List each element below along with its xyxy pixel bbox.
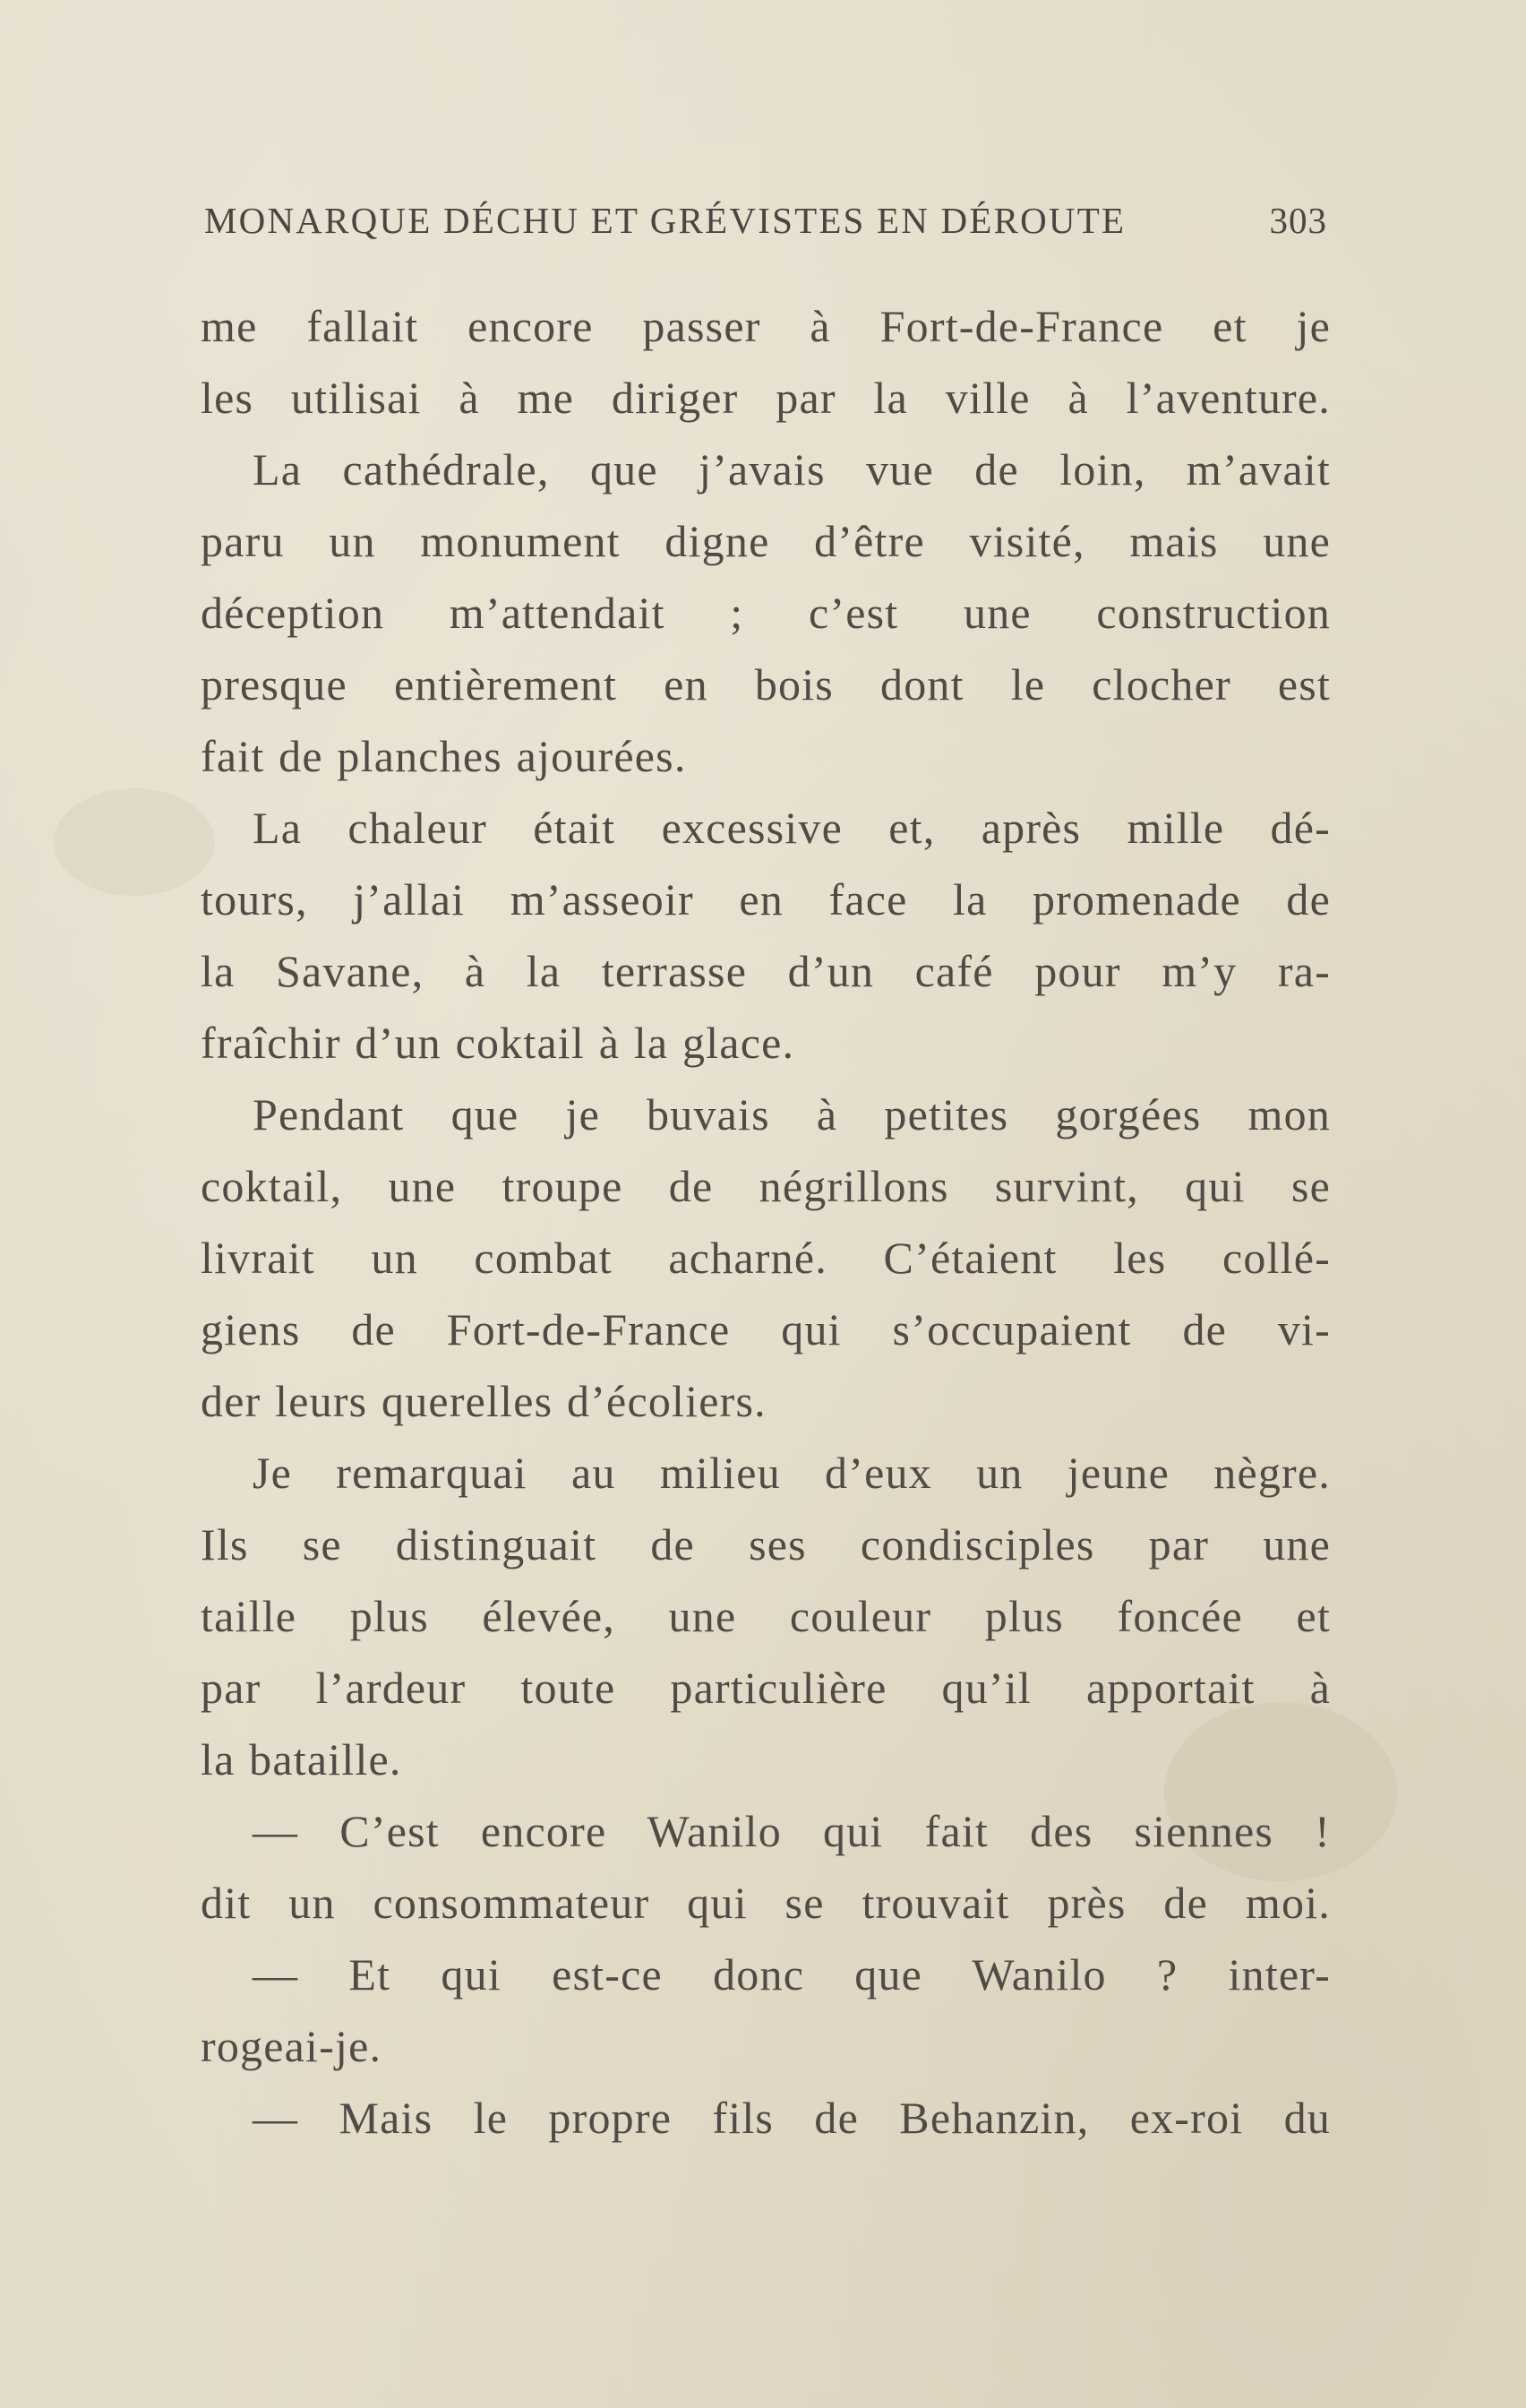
- text-line: les utilisai à me diriger par la ville à l’aventure.: [201, 373, 1331, 423]
- text-line: dit un consommateur qui se trouvait près de moi.: [201, 1878, 1331, 1928]
- paragraph-first-line: Je remarquai au milieu d’eux un jeune nègre.: [253, 1448, 1331, 1498]
- text-line: livrait un combat acharné. C’étaient les collé-: [201, 1233, 1331, 1283]
- paragraph-last-line: rogeai-je.: [201, 2021, 382, 2071]
- running-header: [204, 199, 1327, 253]
- paper-stain: [54, 788, 215, 896]
- body-text: [201, 290, 1331, 2154]
- paragraph-first-line: La cathédrale, que j’avais vue de loin, m’avait: [253, 444, 1331, 494]
- text-line: paru un monument digne d’être visité, mais une: [201, 516, 1331, 566]
- text-line: presque entièrement en bois dont le clocher est: [201, 659, 1331, 710]
- paragraph-last-line: la bataille.: [201, 1734, 402, 1784]
- paragraph-last-line: fraîchir d’un coktail à la glace.: [201, 1018, 795, 1068]
- text-line: tours, j’allai m’asseoir en face la promenade de: [201, 874, 1331, 924]
- text-line: coktail, une troupe de négrillons survint, qui se: [201, 1161, 1331, 1211]
- text-line: giens de Fort-de-France qui s’occupaient de vi-: [201, 1304, 1331, 1354]
- paragraph-first-line: — Et qui est-ce donc que Wanilo ? inter-: [253, 1949, 1331, 2000]
- paragraph-last-line: der leurs querelles d’écoliers.: [201, 1376, 767, 1426]
- paragraph-first-line: La chaleur était excessive et, après mille dé-: [253, 803, 1331, 853]
- paragraph-first-line: — Mais le propre fils de Behanzin, ex-roi du: [253, 2093, 1331, 2143]
- running-title: MONARQUE DÉCHU ET GRÉVISTES EN DÉROUTE: [204, 200, 1127, 241]
- text-line: Ils se distinguait de ses condisciples par une: [201, 1519, 1331, 1570]
- paragraph-first-line: Pendant que je buvais à petites gorgées mon: [253, 1089, 1331, 1140]
- text-line: par l’ardeur toute particulière qu’il apportait à: [201, 1663, 1331, 1713]
- text-line: la Savane, à la terrasse d’un café pour m’y ra-: [201, 946, 1331, 996]
- text-line: me fallait encore passer à Fort-de-France et je: [201, 301, 1331, 351]
- page-number: 303: [1269, 200, 1327, 241]
- text-line: déception m’attendait ; c’est une construction: [201, 588, 1331, 638]
- paragraph-last-line: fait de planches ajourées.: [201, 731, 687, 781]
- paragraph-first-line: — C’est encore Wanilo qui fait des siennes !: [253, 1806, 1331, 1856]
- text-line: taille plus élevée, une couleur plus foncée et: [201, 1591, 1331, 1641]
